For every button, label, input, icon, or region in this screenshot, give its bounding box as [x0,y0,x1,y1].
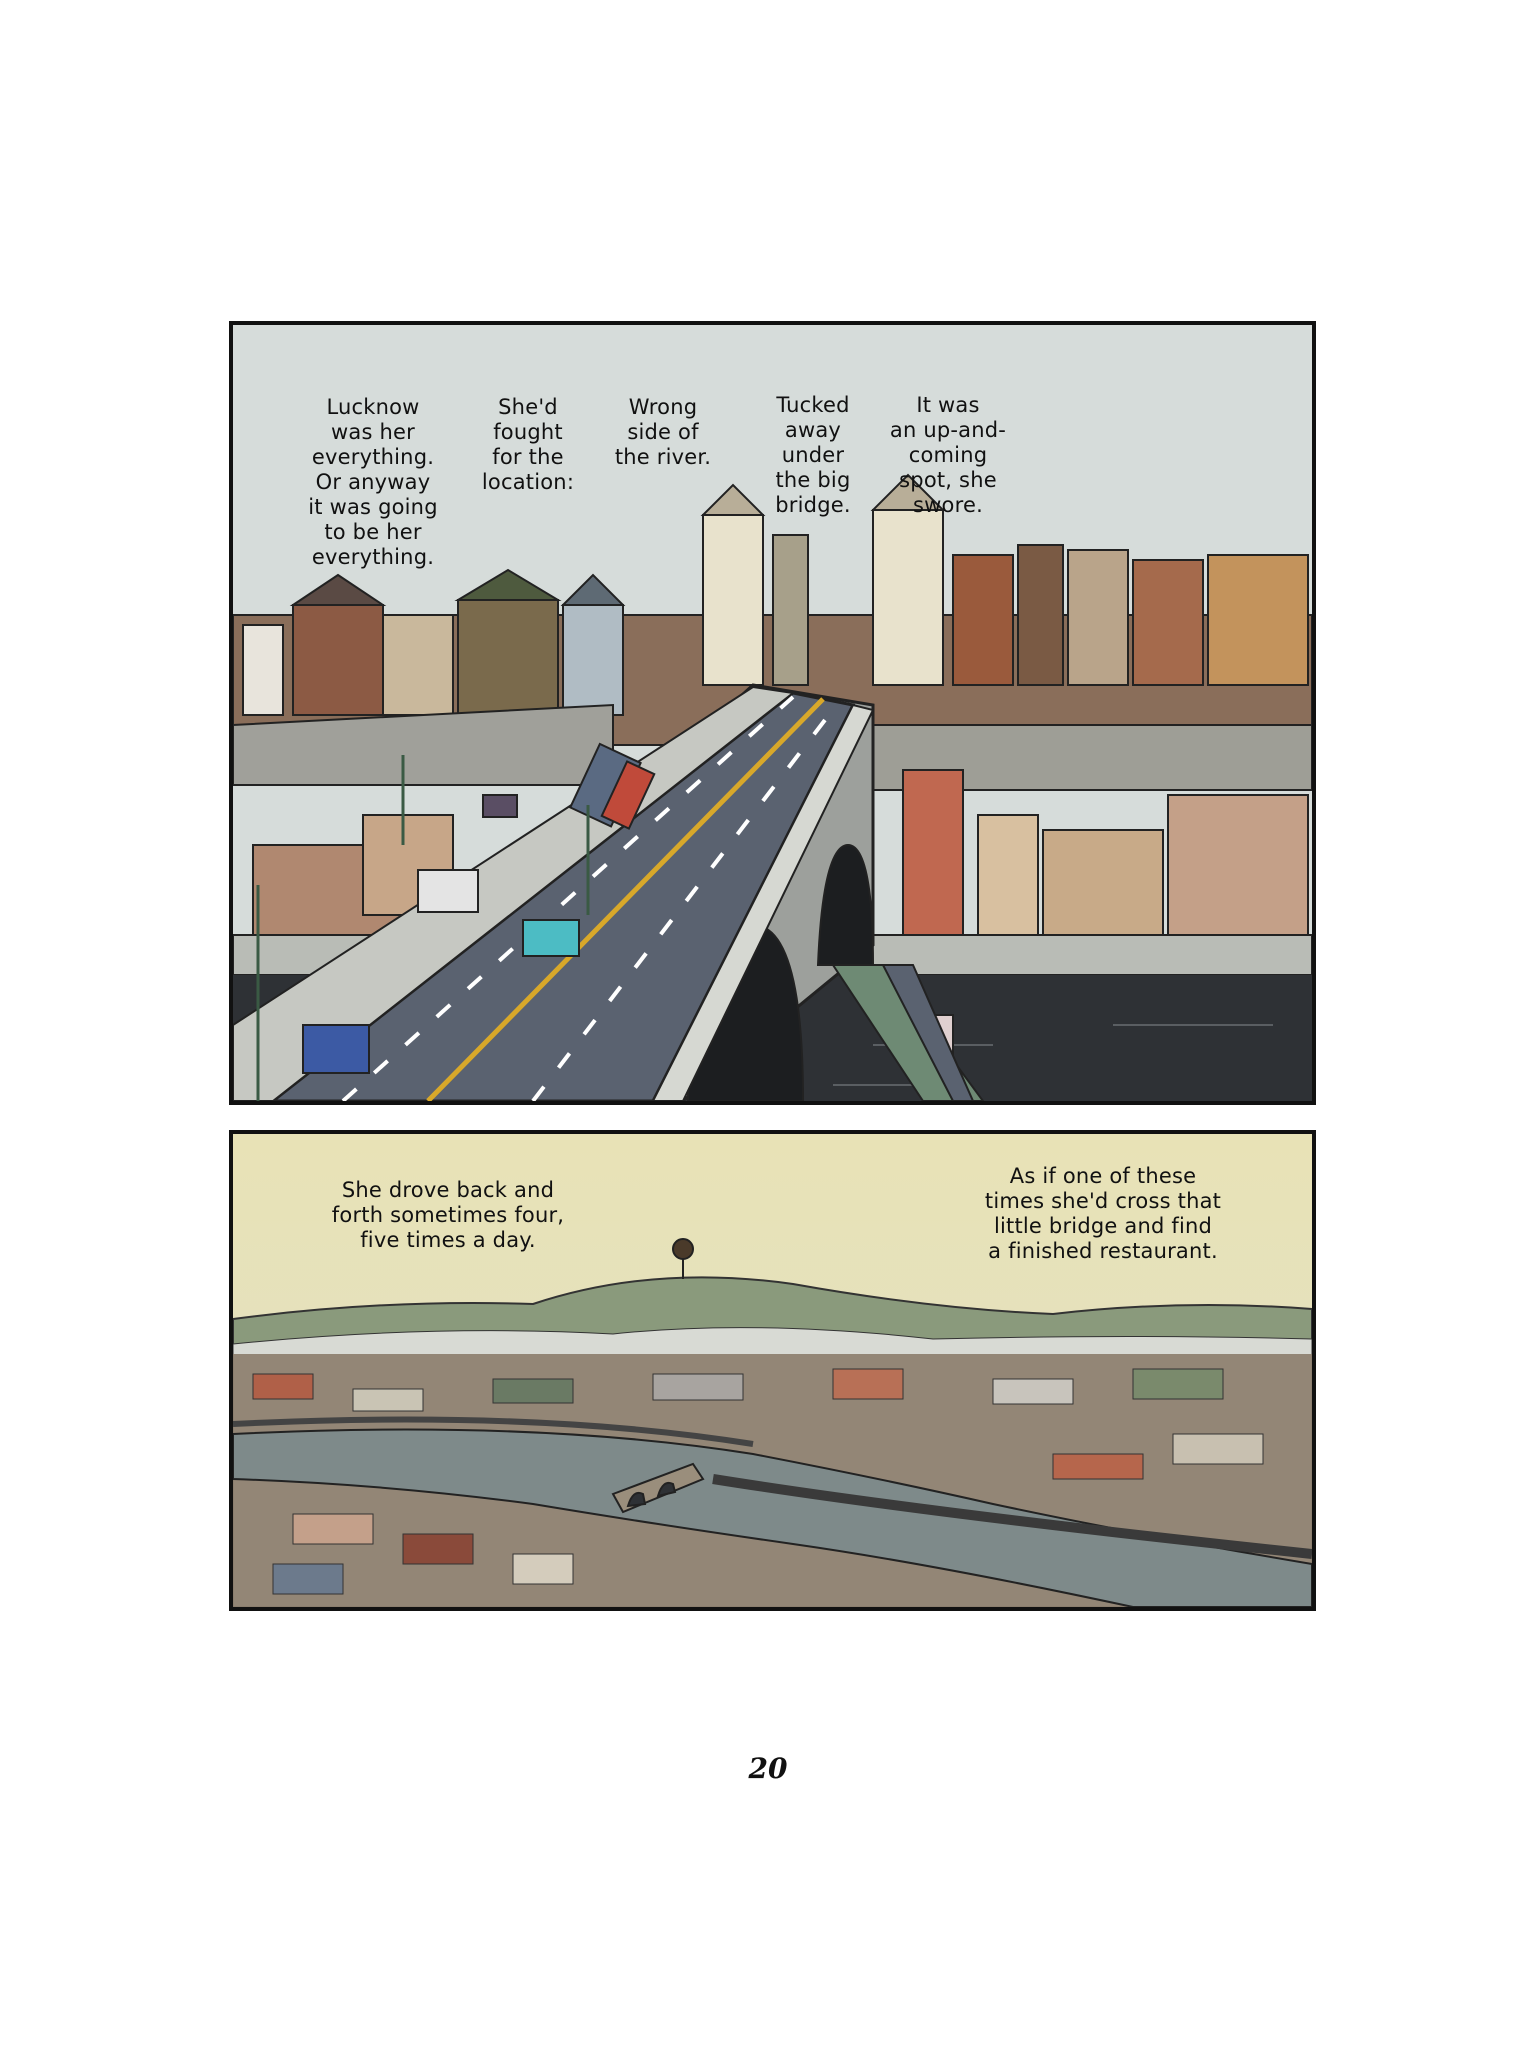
caption-tucked-away: Tucked away under the big bridge. [775,393,851,517]
comic-panel-bridge [229,321,1316,1105]
comic-panel-aerial-town [229,1130,1316,1611]
page-number: 20 [748,1752,788,1785]
caption-finished-restaurant: As if one of these times she'd cross that little bridge and find a finished restaurant. [984,1164,1222,1263]
caption-up-and-coming: It was an up-and- coming spot, she swore. [889,393,1007,517]
caption-drove-back: She drove back and forth sometimes four, five times a day. [331,1178,565,1252]
caption-wrong-side: Wrong side of the river. [614,395,712,469]
caption-lucknow: Lucknow was her everything. Or anyway it was going to be her everything. [308,395,438,569]
caption-fought: She'd fought for the location: [481,395,575,494]
